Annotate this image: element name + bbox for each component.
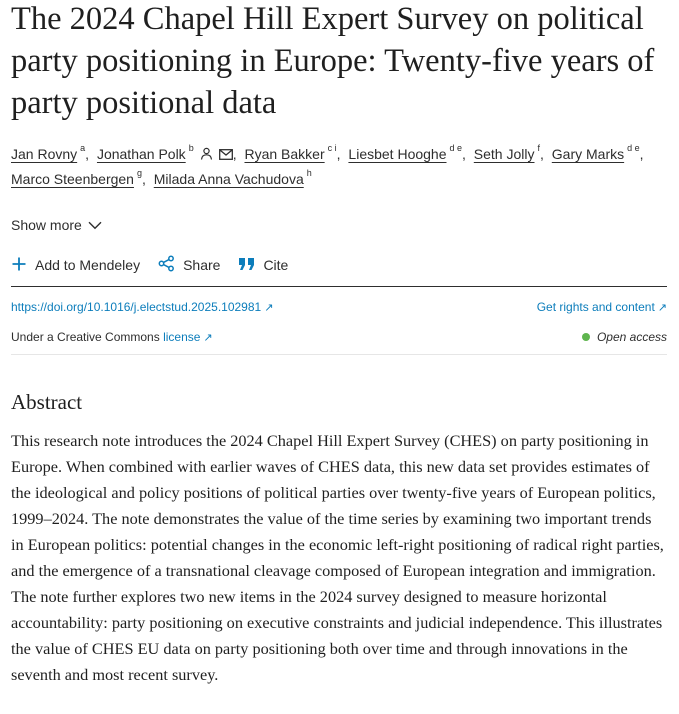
add-to-mendeley-label: Add to Mendeley bbox=[35, 257, 141, 273]
external-link-icon: ↗ bbox=[264, 302, 274, 314]
author-seth-jolly[interactable]: Seth Jolly $^f$ bbox=[473, 143, 541, 162]
license-text: Under a Creative Commons license ↗ bbox=[11, 330, 213, 344]
person-icon[interactable] bbox=[200, 143, 213, 167]
quote-icon bbox=[238, 257, 255, 274]
author-marco-steenbergen[interactable]: Marco Steenbergen $^g$ bbox=[11, 168, 142, 187]
author-gary-marks[interactable]: Gary Marks $^{d e}$ bbox=[551, 143, 640, 162]
plus-icon bbox=[11, 256, 27, 275]
external-link-icon: ↗ bbox=[657, 302, 667, 314]
license-link[interactable]: license ↗ bbox=[163, 330, 213, 344]
abstract-text: This research note introduces the 2024 Chapel Hill Expert Survey (CHES) on party positioning in Europe. When combined with earlier waves of CHES data, this new data set provides estimates of the ideological and policy positions of political parties over twenty-five years of European politics, 1999–2024. The note demonstrates the value of the time series by examining two important trends in European politics: potential changes in the economic left-right positioning of radical right parties, and the emergence of a transnational cleavage composed of European integration and immigration. The note further explores two new items in the 2024 survey designed to measure horizontal accountability: party positioning on executive constraints and judicial independence. This illustrates the value of CHES EU data on party positioning both over time and through innovations in the seventh and most recent survey. bbox=[11, 431, 664, 684]
abstract-heading: Abstract bbox=[11, 390, 83, 414]
author-milada-anna-vachudova[interactable]: Milada Anna Vachudova $^h$ bbox=[153, 168, 312, 187]
share-label: Share bbox=[183, 257, 221, 273]
doi-link[interactable]: https://doi.org/10.1016/j.electstud.2025.102981 ↗ bbox=[11, 300, 274, 314]
show-more-button[interactable] bbox=[11, 217, 102, 233]
add-to-mendeley-button[interactable] bbox=[11, 256, 140, 275]
author-jan-rovny[interactable]: Jan Rovny $^a$ bbox=[11, 143, 86, 162]
show-more-label: Show more bbox=[11, 217, 82, 233]
email-icon[interactable] bbox=[219, 143, 233, 167]
cite-label: Cite bbox=[263, 257, 289, 273]
article-actions bbox=[11, 255, 667, 287]
article-title: The 2024 Chapel Hill Expert Survey on political party positioning in Europe: Twenty-five years of party positional data bbox=[11, 1, 655, 121]
author-liesbet-hooghe[interactable]: Liesbet Hooghe $^{d e}$ bbox=[348, 143, 463, 162]
share-button[interactable] bbox=[158, 255, 220, 275]
chevron-down-icon bbox=[88, 217, 102, 233]
open-access-badge: Open access bbox=[582, 330, 667, 344]
author-ryan-bakker[interactable]: Ryan Bakker $^{c i}$ bbox=[244, 143, 337, 162]
open-access-dot-icon bbox=[582, 333, 590, 341]
cite-button[interactable] bbox=[238, 257, 288, 274]
share-icon bbox=[158, 255, 175, 275]
author-jonathan-polk[interactable]: Jonathan Polk $^b$ bbox=[97, 146, 233, 162]
doi-row bbox=[11, 299, 667, 316]
external-link-icon: ↗ bbox=[203, 332, 213, 344]
author-list: Jan Rovny $^a$, Jonathan Polk $^b$ , Ryan Bakker $^{c i}$, Liesbet Hooghe $^{d e}$, Seth Jolly $^f$, Gary Marks $^{d e}$, Marco Steenbergen $^g$, Milada Anna Vachudova $^h$ bbox=[11, 143, 644, 187]
license-row bbox=[11, 330, 667, 355]
get-rights-link[interactable]: Get rights and content ↗ bbox=[536, 300, 667, 314]
